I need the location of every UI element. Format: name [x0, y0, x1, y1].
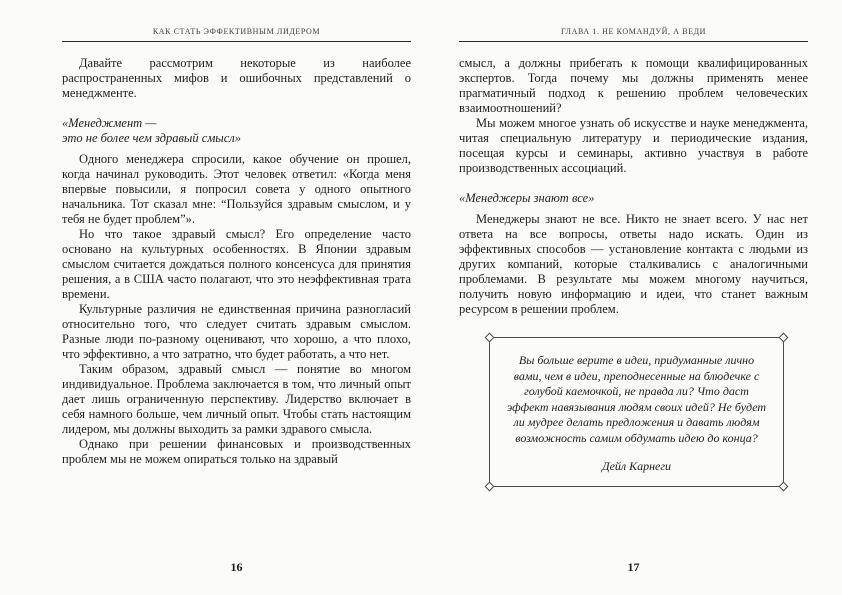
paragraph: Таким образом, здравый смысл — понятие во многом индивидуальное. Проблема заключается в том, что личный опыт дает лишь ограниченную перспективу. Лидерство включает в себя намного больше, чем личный опыт. Чтобы стать настоящим лидером, мы должны выходить за рамки здравого смысла.: [62, 362, 411, 436]
frame-corner-icon: [485, 333, 495, 343]
paragraph: Культурные различия не единственная причина разногласий относительно того, что следует считать здравым смыслом. Разные люди по-разному оценивают, что хорошо, а что плохо, что эффективно, а что затратно, что будет работать, а что нет.: [62, 302, 411, 361]
paragraph-continuation: смысл, а должны прибегать к помощи квалифицированных экспертов. Тогда почему мы должны применять менее прагматичный подход к решению проблем человеческих взаимоотношений?: [459, 56, 808, 115]
paragraph: Давайте рассмотрим некоторые из наиболее распространенных мифов и ошибочных представлений о менеджменте.: [62, 56, 411, 100]
paragraph: Одного менеджера спросили, какое обучение он прошел, когда начинал руководить. Этот человек ответил: «Когда меня впервые повысили, я попросил совета у одного опытного начальника. Тот сказал мне: “Пользуйся здравым смыслом, и у тебя не будет проблем”».: [62, 152, 411, 226]
section-heading-line: «Менеджмент —: [62, 116, 157, 130]
paragraph: Однако при решении финансовых и производственных проблем мы не можем опираться только на здравый: [62, 437, 411, 466]
running-header-right: ГЛАВА 1. НЕ КОМАНДУЙ, А ВЕДИ: [459, 27, 808, 42]
paragraph: Менеджеры знают не все. Никто не знает всего. У нас нет ответа на все вопросы, ответы надо искать. Один из эффективных способов — установление контакта с людьми из других компаний, которые сталкивались с аналогичными проблемами. В результате мы можем многому научиться, получить новую информацию и идеи, что станет важным ресурсом в решении проблем.: [459, 212, 808, 316]
section-heading-line: «Менеджеры знают все»: [459, 191, 595, 205]
running-header-left: КАК СТАТЬ ЭФФЕКТИВНЫМ ЛИДЕРОМ: [62, 27, 411, 42]
frame-corner-icon: [485, 482, 495, 492]
page-number-right: 17: [627, 560, 640, 574]
page-body-right: [459, 56, 808, 560]
section-heading-managers: [459, 191, 808, 206]
section-heading-line: это не более чем здравый смысл»: [62, 131, 242, 145]
paragraph: Но что такое здравый смысл? Его определение часто основано на культурных особенностях. В Японии здравым смыслом считается дождаться полного консенсуса для принятия решения, а в США часто полагают, что это неэффективная трата времени.: [62, 227, 411, 301]
page-number-left: 16: [230, 560, 243, 574]
frame-corner-icon: [779, 333, 789, 343]
quote-attribution: Дейл Карнеги: [601, 459, 672, 473]
quote-frame: [489, 337, 784, 487]
section-heading-management: [62, 116, 411, 146]
quote-text: Вы больше верите в идеи, придуманные лично вами, чем в идеи, преподнесенные на блюдечке с голубой каемочкой, не правда ли? Что даст эффект навязывания людям своих идей? Не будет ли мудрее делать предложения и давать людям возможность самим обдумать идею до конца?: [506, 353, 767, 445]
page-right: [421, 0, 842, 595]
page-body-left: [62, 56, 411, 560]
frame-corner-icon: [779, 482, 789, 492]
paragraph: Мы можем многое узнать об искусстве и науке менеджмента, читая специальную литературу и периодические издания, посещая курсы и семинары, активно участвуя в работе производственных ассоциаций.: [459, 116, 808, 175]
